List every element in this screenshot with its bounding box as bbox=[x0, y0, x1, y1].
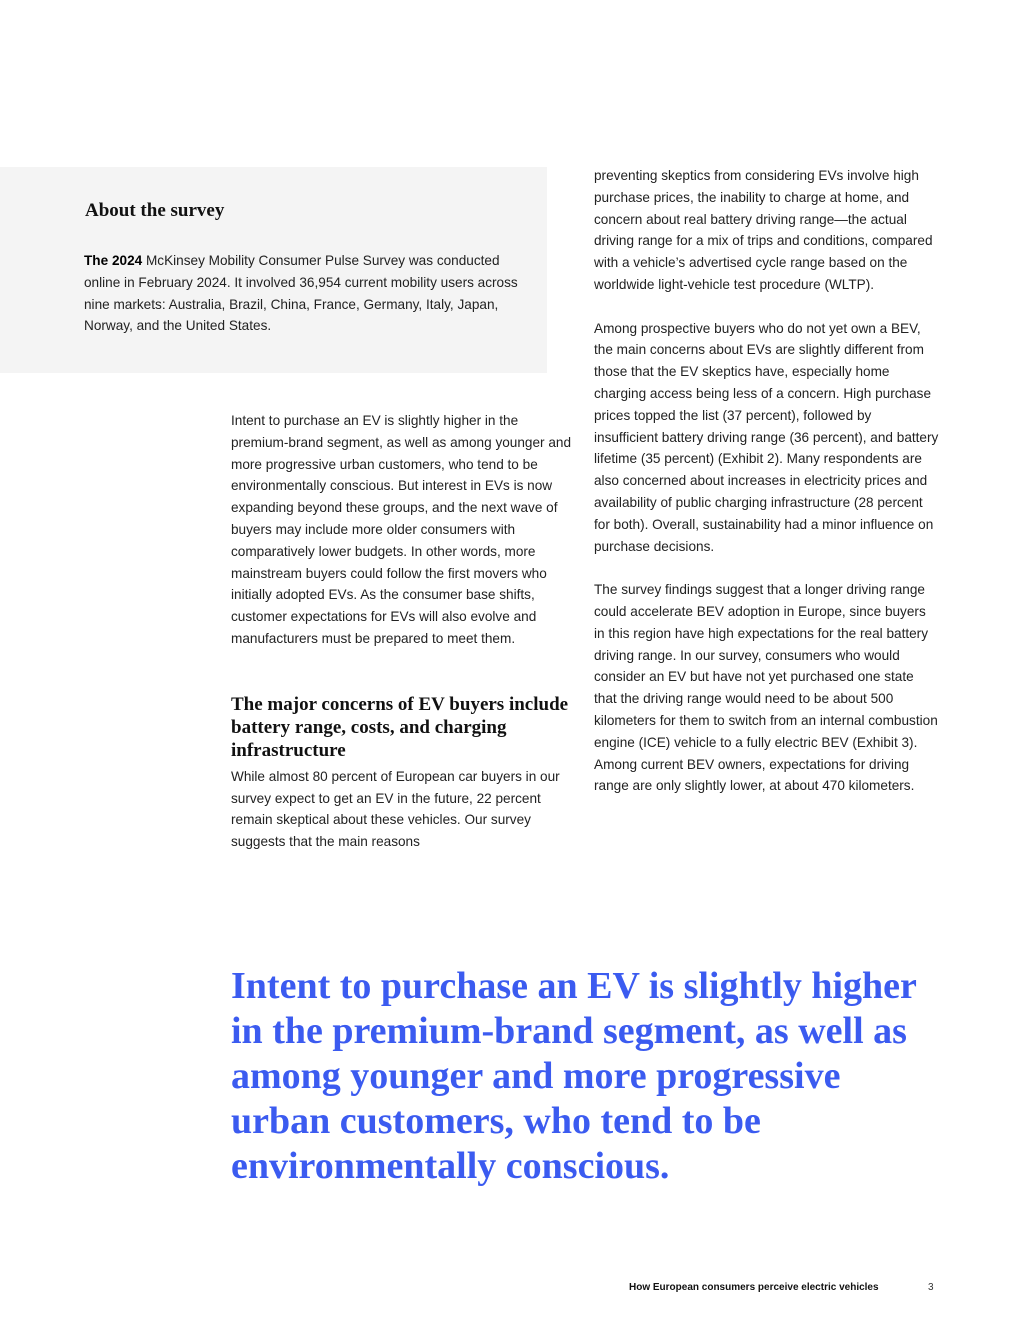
about-survey-text bbox=[84, 250, 524, 337]
about-survey-title: About the survey bbox=[85, 200, 225, 221]
section-heading: The major concerns of EV buyers include battery range, costs, and charging infrastructure bbox=[231, 693, 569, 761]
footer-title: How European consumers perceive electric vehicles bbox=[629, 1282, 879, 1293]
page-number: 3 bbox=[928, 1282, 934, 1293]
pull-quote: Intent to purchase an EV is slightly higher in the premium-brand segment, as well as among younger and more progressive urban customers, who tend to be environmentally conscious. bbox=[231, 965, 917, 1187]
right-paragraph-3: The survey findings suggest that a longer driving range could accelerate BEV adoption in Europe, since buyers in this region have high expectations for the real battery driving range. In our survey, consumers who would consider an EV but have not yet purchased one state that the driving range would need to be about 500 kilometers for them to switch from an internal combustion engine (ICE) vehicle to a fully electric BEV (Exhibit 3). Among current BEV owners, expectations for driving range are only slightly lower, at about 470 kilometers. bbox=[594, 582, 938, 794]
right-paragraph-1: preventing skeptics from considering EVs involve high purchase prices, the inability to charge at home, and concern about real battery driving range—the actual driving range for a mix of trips and conditions, compared with a vehicle’s advertised cycle range based on the worldwide light-vehicle test procedure (WLTP). bbox=[594, 168, 933, 292]
section-paragraph: While almost 80 percent of European car buyers in our survey expect to get an EV in the future, 22 percent remain skeptical about these vehicles. Our survey suggests that the main reasons bbox=[231, 768, 560, 850]
about-survey-lead: The 2024 bbox=[84, 253, 143, 268]
left-column bbox=[231, 410, 576, 853]
right-paragraph-2: Among prospective buyers who do not yet own a BEV, the main concerns about EVs are slightly different from those that the EV skeptics have, especially home charging access being less of a concern. High purchase prices topped the list (37 percent), followed by insufficient battery driving range (36 percent), and battery lifetime (35 percent) (Exhibit 2). Many respondents are also concerned about increases in electricity prices and availability of public charging infrastructure (28 percent for both). Overall, sustainability had a minor influence on purchase decisions. bbox=[594, 320, 939, 554]
right-column bbox=[594, 165, 939, 797]
intro-paragraph: Intent to purchase an EV is slightly higher in the premium-brand segment, as well as among younger and more progressive urban customers, who tend to be environmentally conscious. But interest in EVs is now expanding beyond these groups, and the next wave of buyers may include more older consumers with comparatively lower budgets. In other words, more mainstream buyers could follow the first movers who initially adopted EVs. As the consumer base shifts, customer expectations for EVs will also evolve and manufacturers must be prepared to meet them. bbox=[231, 413, 572, 646]
about-survey-body: McKinsey Mobility Consumer Pulse Survey was conducted online in February 2024. It involved 36,954 current mobility users across nine markets: Australia, Brazil, China, France, Germany, Italy, Japan, Norway, and the United States. bbox=[84, 253, 518, 334]
